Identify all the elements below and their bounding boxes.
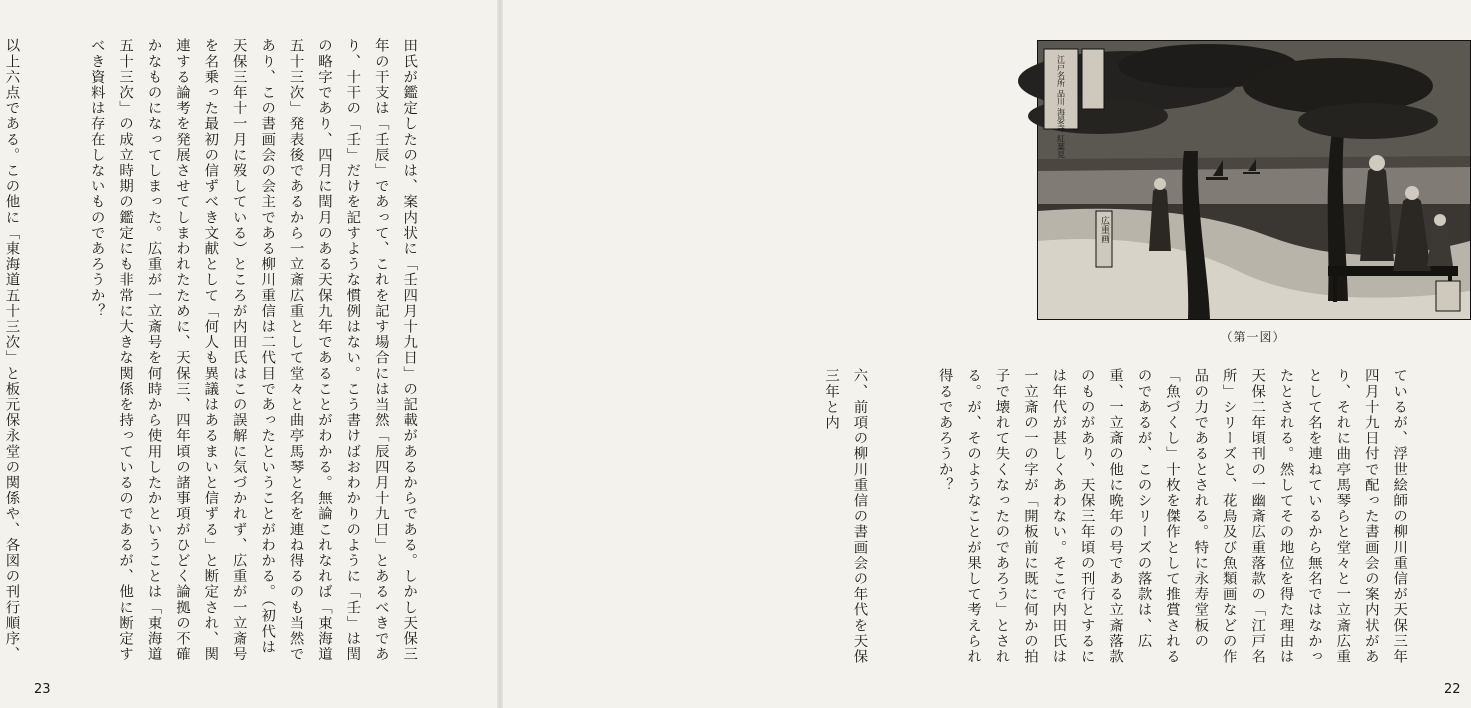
right-page bbox=[500, 0, 1461, 708]
ukiyoe-figure bbox=[1037, 40, 1471, 320]
left-page-body bbox=[3, 38, 480, 666]
left-paragraph-2: 以上六点である。この他に「東海道五十三次」と板元保永堂の関係や、各図の刊行順序、 bbox=[3, 38, 20, 662]
page-number-left: 23 bbox=[34, 682, 51, 697]
page-number-right: 22 bbox=[1444, 682, 1461, 697]
figure-cartouche-text: 江戸名所 品川 海晏寺 紅葉見 bbox=[1056, 55, 1066, 159]
right-page-body bbox=[823, 368, 1470, 668]
figure-signature-text: 広重画 bbox=[1099, 216, 1109, 243]
left-paragraph-1: 田氏が鑑定したのは、案内状に「壬四月十九日」の記載があるからである。しかし天保三年の干支は「壬辰」であって、これを記す場合には当然「辰四月十九日」とあるべきであり、十干の「壬」だけを記すような慣例はない。こう書けばおわかりのように「壬」は閏の略字であり、四月に閏月のある天保九年であることがわかる。無論これなれば「東海道五十三次」発表後であるから一立斎広重として堂々と曲亭馬琴と名を連ね得るのも当然であり、この書画会の会主である柳川重信は二代目であったということがわかる。（初代は天保三年十一月に歿している）ところが内田氏はこの誤解に気づかれず、広重が一立斎号を名乗った最初の信ずべき文献として「何人も異議はあるまいと信ずる」と断定され、関連する論考を発展させてしまわれたために、天保三、四年頃の諸事項がひどく論拠の不確かなものになってしまった。広重が一立斎号を何時から使用したかということは「東海道五十三次」の成立時期の鑑定にも非常に大きな関係を持っているのであるが、他に断定すべき資料は存在しないものであろうか？ bbox=[88, 38, 418, 662]
right-paragraph-1: ているが、浮世絵師の柳川重信が天保三年四月十九日付で配った書画会の案内状があり、それに曲亭馬琴らと堂々と一立斎広重として名を連ねているから無名ではなかったとされる。然してその地位を得た理由は天保二年頃刊の一幽斎広重落款の「江戸名所」シリーズと、花鳥及び魚類画などの作品の力であるとされる。特に永寿堂板の「魚づくし」十枚を傑作として推賞されるのであるが、このシリーズの落款は、広重、一立斎の他に晩年の号である立斎落款のものがあり、天保三年頃の刊行とするには年代が甚しくあわない。そこで内田氏は一立斎の一の字が「開板前に既に何かの拍子で壊れて失くなったのであろう」とされる。が、そのようなことが果して考えられ得るであろうか？ bbox=[936, 368, 1408, 665]
ukiyoe-illustration bbox=[1038, 41, 1470, 319]
right-paragraph-2: 六、前項の柳川重信の書画会の年代を天保三年と内 bbox=[823, 368, 868, 665]
figure-caption: （第一図） bbox=[1220, 330, 1286, 344]
left-page bbox=[0, 0, 500, 708]
